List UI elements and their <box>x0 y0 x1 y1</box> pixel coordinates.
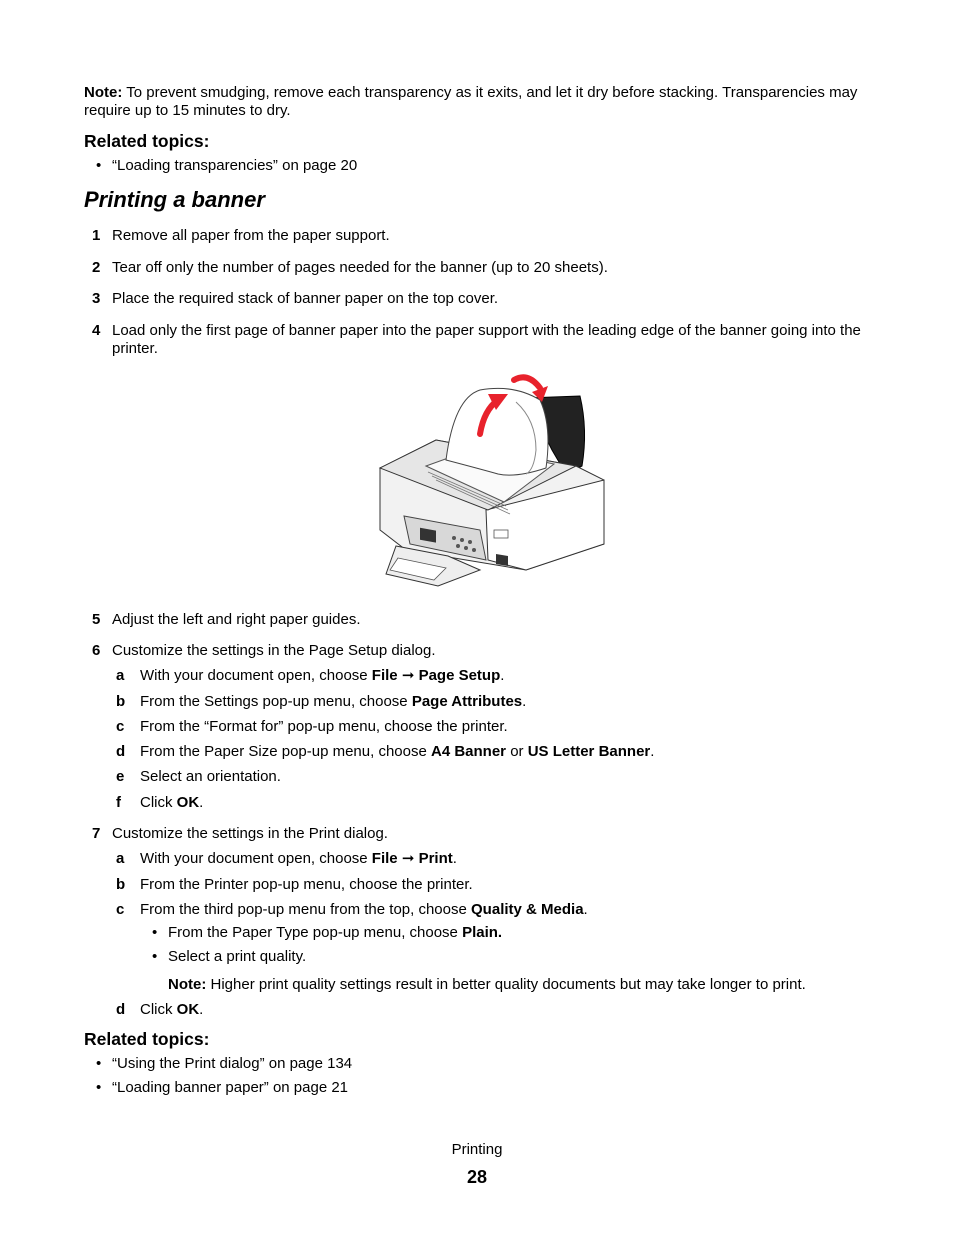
step-7a: a With your document open, choose File ➞ Print. <box>116 850 457 867</box>
step-5: 5 Adjust the left and right paper guides. <box>92 611 361 628</box>
related-topic-link[interactable]: • “Loading transparencies” on page 20 <box>96 157 358 174</box>
note-text: To prevent smudging, remove each transparency as it exits, and let it dry before stacking. Transparencies may require up to 15 minutes to dry. <box>84 84 858 119</box>
step-1: 1 Remove all paper from the paper support. <box>92 227 390 244</box>
bullet-icon: • <box>96 157 102 174</box>
arrow-icon: ➞ <box>401 667 415 684</box>
step-6d: d From the Paper Size pop-up menu, choose A4 Banner or US Letter Banner. <box>116 743 655 760</box>
bullet-icon: • <box>152 924 158 941</box>
note-label: Note: <box>84 84 123 101</box>
printer-banner-illustration <box>376 370 608 594</box>
related-topics-heading: Related topics: <box>84 1029 210 1049</box>
bullet-icon: • <box>96 1079 102 1096</box>
step-6e: e Select an orientation. <box>116 768 281 785</box>
step-2: 2 Tear off only the number of pages needed for the banner (up to 20 sheets). <box>92 259 608 276</box>
bullet-icon: • <box>152 948 158 965</box>
step-7c-bullet-2: • Select a print quality. <box>152 948 307 965</box>
related-topic-link[interactable]: • “Using the Print dialog” on page 134 <box>96 1055 353 1072</box>
menu-page-setup: Page Setup <box>418 667 501 684</box>
related-topics-heading: Related topics: <box>84 131 210 151</box>
page-number: 28 <box>466 1167 488 1187</box>
bullet-icon: • <box>96 1055 102 1072</box>
step-6f: f Click OK. <box>116 794 204 811</box>
step-7c-bullet-1: • From the Paper Type pop-up menu, choose Plain. <box>152 924 503 941</box>
menu-file: File <box>371 667 398 684</box>
arrow-icon: ➞ <box>401 850 415 867</box>
footer-chapter-label: Printing <box>451 1141 503 1158</box>
step-6c: c From the “Format for” pop-up menu, choose the printer. <box>116 718 508 735</box>
step-6a: a With your document open, choose File ➞ Page Setup. <box>116 667 505 684</box>
step-6b: b From the Settings pop-up menu, choose Page Attributes. <box>116 693 527 710</box>
step-7b: b From the Printer pop-up menu, choose the printer. <box>116 876 473 893</box>
step-7c: c From the third pop-up menu from the top, choose Quality & Media. <box>116 901 588 918</box>
step-7d: d Click OK. <box>116 1001 204 1018</box>
section-title: Printing a banner <box>84 187 265 212</box>
step-3: 3 Place the required stack of banner paper on the top cover. <box>92 290 499 307</box>
step-6: 6 Customize the settings in the Page Setup dialog. <box>92 642 436 659</box>
note-paragraph <box>84 84 874 120</box>
step-7c-note: Note: Higher print quality settings result in better quality documents but may take longer to print. <box>168 976 806 993</box>
step-4: 4 Load only the first page of banner paper into the paper support with the leading edge of the banner going into the printer. <box>92 322 861 357</box>
related-topic-link[interactable]: • “Loading banner paper” on page 21 <box>96 1079 349 1096</box>
step-7: 7 Customize the settings in the Print dialog. <box>92 825 388 842</box>
